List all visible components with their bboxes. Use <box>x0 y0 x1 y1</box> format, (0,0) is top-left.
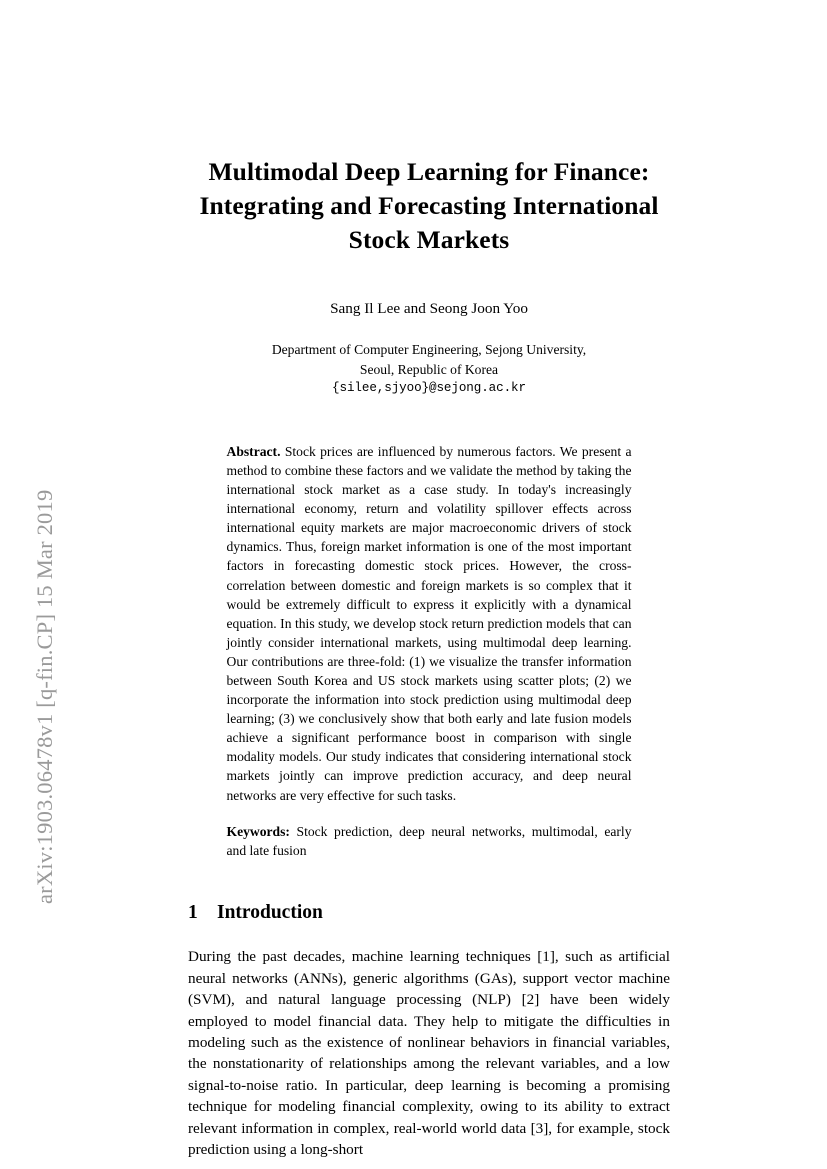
section-number: 1 <box>188 901 198 923</box>
abstract-block <box>227 395 632 860</box>
keywords <box>227 805 632 860</box>
section-paragraph: During the past decades, machine learning techniques [1], such as artificial neural networks (ANNs), generic algorithms (GAs), support vector machine (SVM), and natural language processing (NLP) [2] have been widely employed to model financial data. They help to mitigate the difficulties in modeling such as the existence of nonlinear behaviors in financial variables, the nonstationarity of relationships among the relevant variables, and a low signal-to-noise ratio. In particular, deep learning is becoming a promising technique for modeling financial complexity, owing to its ability to extract relevant information in complex, real-world world data [3], for example, stock prediction using a long-short <box>188 948 670 1159</box>
author-email: {silee,sjyoo}@sejong.ac.kr <box>332 380 526 395</box>
author-list: Sang Il Lee and Seong Joon Yoo <box>330 299 528 317</box>
affiliation <box>188 318 670 379</box>
section-title: Introduction <box>217 901 323 923</box>
affiliation-line-2: Seoul, Republic of Korea <box>359 362 499 378</box>
section-heading-introduction <box>188 860 670 924</box>
abstract-body: Stock prices are influenced by numerous factors. We present a method to combine these factors and we validate the method by taking the international stock market as a case study. In today's increasingly international economy, return and volatility spillover effects across international equity markets are major macroeconomic drivers of stock dynamics. Thus, foreign market information is one of the most important factors in forecasting domestic stock prices. However, the cross-correlation between domestic and foreign markets is so complex that it would be extremely difficult to express it explicitly with a dynamical equation. In this study, we develop stock return prediction models that can jointly consider international markets, using multimodal deep learning. Our contributions are three-fold: (1) we visualize the transfer information between South Korea and US stock markets using scatter plots; (2) we incorporate the information into stock prediction using multimodal deep learning; (3) we conclusively show that both early and late fusion models achieve a significant performance boost in comparison with single modality models. Our study indicates that considering international stock markets jointly can improve prediction accuracy, and deep neural networks are very effective for such tasks. <box>226 443 632 803</box>
abstract <box>227 442 632 805</box>
paper-content <box>188 0 670 1160</box>
page-title: Multimodal Deep Learning for Finance: Integrating and Forecasting International Stock Markets <box>199 157 659 254</box>
affiliation-line-1: Department of Computer Engineering, Sejong University, <box>271 342 587 358</box>
keywords-body: Stock prediction, deep neural networks, multimodal, early and late fusion <box>226 823 632 858</box>
arxiv-stamp-text: arXiv:1903.06478v1 [q-fin.CP] 15 Mar 2019 <box>32 489 57 904</box>
arxiv-stamp <box>0 0 90 1169</box>
keywords-label: Keywords: <box>226 823 290 839</box>
abstract-label: Abstract. <box>226 443 281 459</box>
